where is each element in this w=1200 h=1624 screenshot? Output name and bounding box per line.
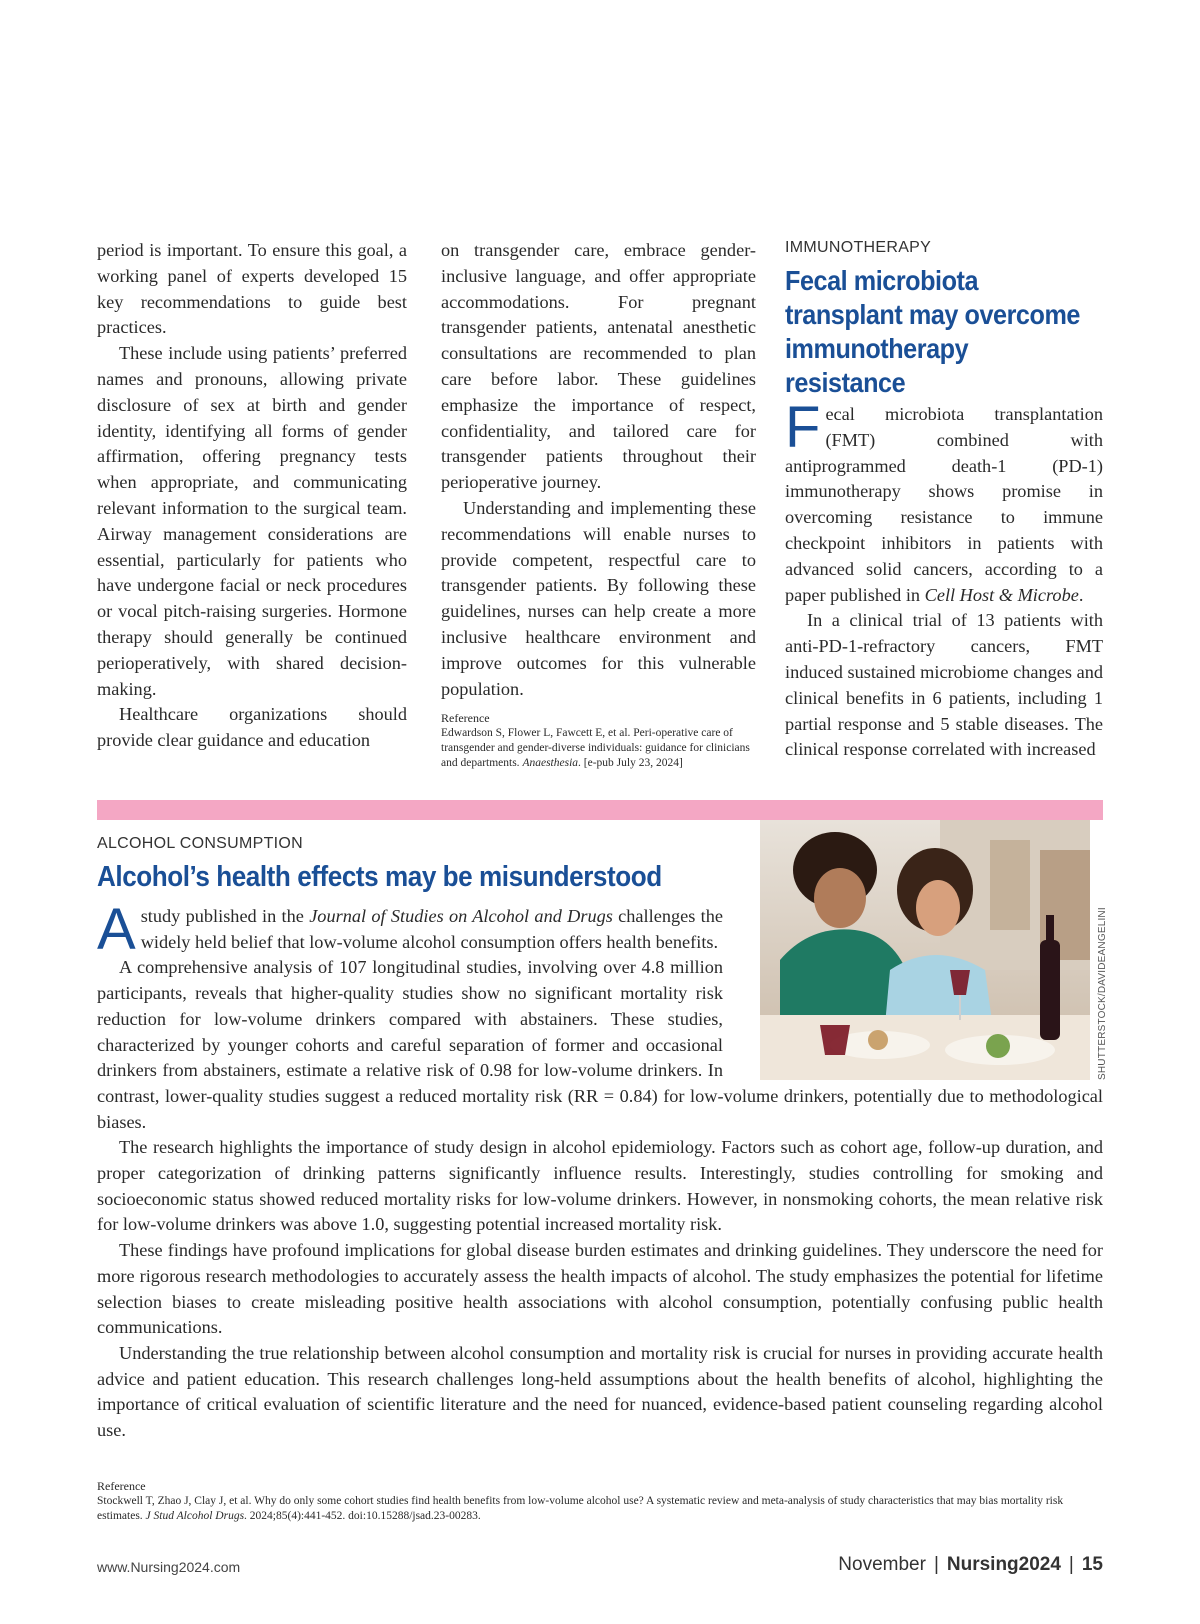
footer-url: www.Nursing2024.com [97,1559,241,1575]
column-1 [97,238,407,754]
col1-paragraph-1: period is important. To ensure this goal, a working panel of experts developed 15 key recommendations to guide best practices. [97,240,407,338]
alcohol-reference-journal: J Stud Alcohol Drugs [145,1510,245,1522]
footer-magazine: Nursing2024 [946,1554,1061,1575]
alcohol-paragraph-1: A study published in the Journal of Studies on Alcohol and Drugs challenges the widely held belief that low-volume alcohol consumption offers health benefits. [97,897,723,962]
page-number: 15 [1081,1554,1103,1575]
col1-paragraph-2: These include using patients’ preferred names and pronouns, allowing private disclosure of sex at birth and gender identity, identifying all forms of gender affirmation, offering pregnancy tests when appropriate, and communicating relevant information to the surgical team. Airway management considerations are essential, particularly for patients who have undergone facial or neck procedures or vocal pitch-raising surgeries. Hormone therapy should generally be continued perioperatively, with shared decision-making. [97,343,407,699]
footer-separator: | [1068,1554,1074,1575]
col3-paragraph-1: Fecal microbiota transplantation (FMT) combined with antiprogrammed death-1 (PD-1) immunotherapy shows promise in overcoming resistance to immune checkpoint inhibitors in patients with advanced solid cancers, according to a paper published in Cell Host & Microbe. [785,395,1103,605]
alcohol-reference-text: Stockwell T, Zhao J, Clay J, et al. Why do only some cohort studies find health benefits from low-volume alcohol use? A systematic review and meta-analysis of study characteristics that may bias mortality risk estimates. J Stud Alcohol Drugs. 2024;85(4):441-452. doi:10.15288/jsad.23-00283. [97,1495,1064,1522]
col2-reference-journal: Anaesthesia [522,757,579,770]
col2-reference-text: Edwardson S, Flower L, Fawcett E, et al. Peri-operative care of transgender and gender-diverse individuals: guidance for clinicians and departments. Anaesthesia. [e-pub July 23, 2024] [441,727,750,770]
immunotherapy-kicker: IMMUNOTHERAPY [785,239,932,256]
alcohol-paragraph-3: The research highlights the importance of study design in alcohol epidemiology. Factors such as cohort age, follow-up duration, and proper categorization of drinking patterns significantly influence results. Interestingly, studies controlling for smoking and socioeconomic status showed reduced mortality risks for low-volume drinkers. However, in nonsmoking cohorts, the mean relative risk for low-volume drinkers was above 1.0, suggesting potential increased mortality risk. [97,1137,1103,1235]
alcohol-paragraph-2: A comprehensive analysis of 107 longitudinal studies, involving over 4.8 million participants, reveals that higher-quality studies show no significant mortality risk reduction for low-volume drinkers compared with abstainers. These studies, characterized by younger cohorts and careful separation of former and occasional drinkers from abstainers, estimate a relative risk of 0.98 for low-volume drinkers. In contrast, lower-quality studies suggest a reduced mortality risk (RR = 0.84) for low-volume drinkers, potentially due to methodological biases. [97,957,1103,1132]
page-footer [97,1554,1103,1578]
alcohol-headline: Alcohol’s health effects may be misunderstood [97,861,662,893]
alcohol-reference [97,1478,1103,1524]
footer-month: November [838,1554,926,1575]
col1-paragraph-3: Healthcare organizations should provide clear guidance and education [97,704,407,751]
column-3 [785,238,1103,763]
alcohol-header [97,834,737,894]
section-divider-bar [97,800,1103,820]
fmt-dropcap: F [785,395,821,460]
footer-separator: | [933,1554,939,1575]
col3-journal: Cell Host & Microbe [924,584,1079,605]
photo-credit: SHUTTERSTOCK/DAVIDEANGELINI [1097,907,1108,1080]
footer-folio [838,1554,1103,1576]
col2-reference-label: Reference [441,711,490,726]
alcohol-paragraph-4: These findings have profound implications for global disease burden estimates and drinking guidelines. They underscore the need for more rigorous research methodologies to accurately assess the health impacts of alcohol. The study emphasizes the potential for lifetime selection biases to create misleading positive health associations with alcohol consumption, potentially confusing public health communications. [97,1240,1103,1338]
col2-paragraph-2: Understanding and implementing these recommendations will enable nurses to provide competent, respectful care to transgender patients. By following these guidelines, nurses can help create a more inclusive healthcare environment and improve outcomes for this vulnerable population. [441,497,756,699]
alcohol-kicker: ALCOHOL CONSUMPTION [97,835,304,852]
alcohol-journal: Journal of Studies on Alcohol and Drugs [309,906,613,926]
fmt-headline: Fecal microbiota transplant may overcome immunotherapy resistance [785,265,1080,398]
alcohol-reference-label: Reference [97,1479,146,1493]
alcohol-dropcap: A [97,897,136,962]
column-2 [441,238,756,771]
alcohol-article-body [97,897,1103,1444]
col2-paragraph-1: on transgender care, embrace gender-inclusive language, and offer appropriate accommodations. For pregnant transgender patients, antenatal anesthetic consultations are recommended to plan care before labor. These guidelines emphasize the importance of respect, confidentiality, and tailored care for transgender patients throughout their perioperative journey. [441,240,756,493]
alcohol-paragraph-5: Understanding the true relationship between alcohol consumption and mortality risk is crucial for nurses in providing accurate health advice and patient education. This research challenges long-held assumptions about the health benefits of alcohol, highlighting the importance of critical evaluation of scientific literature and the need for nuanced, evidence-based patient counseling regarding alcohol use. [97,1342,1103,1441]
photo-wrap-space [743,894,1103,1070]
col3-paragraph-2: In a clinical trial of 13 patients with anti-PD-1-refractory cancers, FMT induced sustained microbiome changes and clinical benefits in 6 patients, including 1 partial response and 5 stable diseases. The clinical response correlated with increased [785,610,1103,760]
